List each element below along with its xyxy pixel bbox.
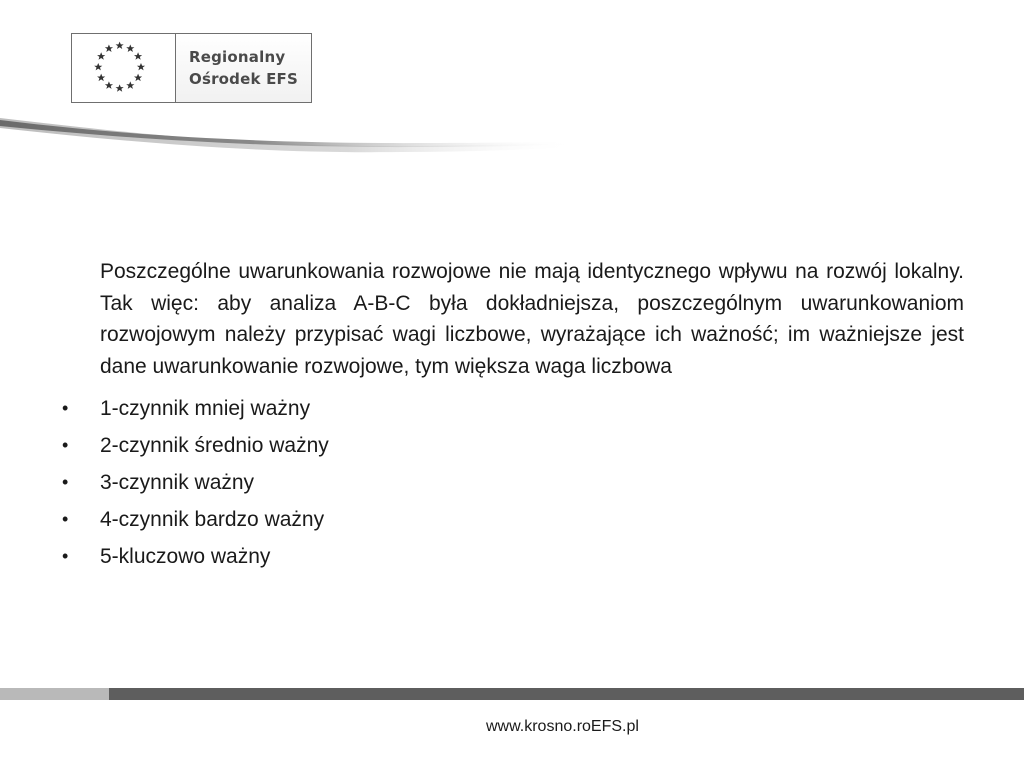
slide-content bbox=[62, 256, 964, 575]
footer-bar-dark bbox=[109, 688, 1024, 700]
list-item-text: 1-czynnik mniej ważny bbox=[100, 397, 311, 420]
list-item-text: 2-czynnik średnio ważny bbox=[100, 434, 329, 457]
bullet-icon: • bbox=[62, 398, 69, 418]
footer-bar-light bbox=[0, 688, 109, 700]
logo-line-2: Ośrodek EFS bbox=[189, 70, 298, 88]
header-swoosh bbox=[0, 110, 580, 160]
bullet-icon: • bbox=[62, 509, 69, 529]
footer-url: www.krosno.roEFS.pl bbox=[486, 718, 639, 735]
list-item-text: 4-czynnik bardzo ważny bbox=[100, 508, 325, 531]
logo-line-1: Regionalny bbox=[189, 48, 286, 66]
logo bbox=[71, 33, 312, 103]
bullet-icon: • bbox=[62, 546, 69, 566]
eu-flag-icon bbox=[72, 34, 176, 102]
list-item bbox=[62, 390, 964, 427]
list-item bbox=[62, 427, 964, 464]
list-item-text: 5-kluczowo ważny bbox=[100, 545, 271, 568]
list-item bbox=[62, 538, 964, 575]
eu-stars bbox=[94, 42, 145, 92]
bullet-icon: • bbox=[62, 435, 69, 455]
list-item-text: 3-czynnik ważny bbox=[100, 471, 255, 494]
logo-text bbox=[176, 34, 311, 102]
intro-paragraph: Poszczególne uwarunkowania rozwojowe nie mają identycznego wpływu na rozwój lokalny. Tak więc: aby analiza A-B-C była dokładniejsza, poszczególnym uwarunkowaniom rozwojowym należy przypisać wagi liczbowe, wyrażające ich ważność; im ważniejsze jest dane uwarunkowanie rozwojowe, tym większa waga liczbowa bbox=[100, 260, 964, 378]
list-item bbox=[62, 501, 964, 538]
bullet-list bbox=[62, 390, 964, 575]
bullet-icon: • bbox=[62, 472, 69, 492]
list-item bbox=[62, 464, 964, 501]
